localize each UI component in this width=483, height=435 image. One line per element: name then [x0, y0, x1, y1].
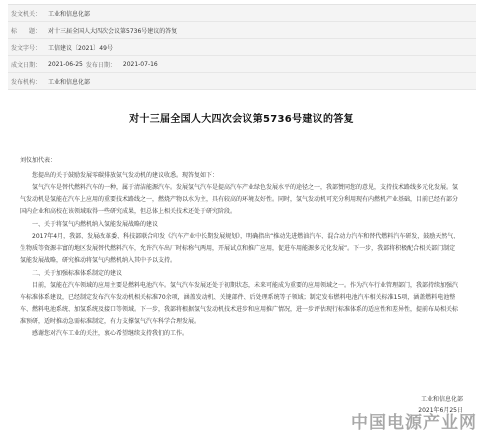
meta-row-publisher — [8, 73, 476, 90]
paragraph-section-1: 2017年4月，我部、发展改革委、科技部联合印发《汽车产业中长期发展规划》，明确指出“推动先进燃油汽车、混合动力汽车和替代燃料汽车研发，鼓励天然气、生物质等资源丰富的地区发展替代燃料汽车，允许汽车出厂时标称气两用，开展试点和推广应用，促进车用能源多元化发展”。下一步，我部将积极配合相关部门制定氢能发展战略，研究推动将氢气内燃机纳入其中予以支持。 — [20, 233, 460, 264]
published-date-label: 发布日期： — [85, 61, 116, 69]
written-date-label: 成文日期： — [11, 61, 42, 69]
paragraph-closing: 感谢您对汽车工业的关注，衷心希望继续支持我们的工作。 — [32, 330, 189, 337]
written-date-value: 2021-06-25 — [48, 60, 83, 68]
publisher-label: 发布机构： — [11, 78, 42, 86]
document-body — [20, 155, 460, 340]
salutation: 刘仪加代表： — [20, 157, 57, 164]
signature-org: 工业和信息化部 — [420, 396, 463, 403]
meta-row-dates — [8, 56, 476, 73]
published-date-value: 2021-07-16 — [122, 60, 158, 68]
publisher-value: 工业和信息化部 — [48, 78, 91, 86]
doc-no-label: 发文字号： — [11, 44, 42, 52]
meta-row-doc-no — [8, 39, 476, 56]
document-metadata-table — [8, 4, 476, 90]
paragraph-section-2: 目前，氢能在汽车领域的应用主要是燃料电池汽车。氢气汽车发展还处于初期状态，未来可能成为重要的应用领域之一。作为汽车行业管理部门，我部持续加强汽车标准体系建设，已经制定发布汽车发动机相关标准70余项，涵盖发动机、关键部件、后处理系统等子领域；制定发布燃料电池汽车相关标准15项，涵盖燃料电池整车、燃料电池系统、加氢系统及接口等领域。下一步，我部将根据氢气发动机技术进步和应用推广情况，进一步评估现行标准体系的适应性和差异性，提前布局相关标准预研，适时推动急需标准制定，有力支撑氢气汽车科学合理发展。 — [20, 282, 459, 325]
title-value: 对十三届全国人大四次会议第5736号建议的答复 — [48, 27, 178, 35]
document-title: 对十三届全国人大四次会议第5736号建议的答复 — [129, 114, 354, 125]
doc-no-value: 工信建议〔2021〕49号 — [48, 44, 113, 52]
meta-row-title — [8, 22, 476, 39]
signature-date: 2021年6月25日 — [418, 407, 463, 414]
section-heading-2: 二、关于加强标准体系制定的建议 — [32, 270, 123, 277]
issuer-value: 工业和信息化部 — [48, 10, 91, 18]
site-watermark: 中国电源产业网 — [351, 413, 477, 433]
meta-row-issuer — [8, 5, 476, 22]
paragraph-background: 氢气汽车是替代燃料汽车的一种，属于清洁能源汽车。发展氢气汽车是提高汽车产业绿色发展水平的途径之一，我部赞同您的意见，支持技术路线多元化发展。氢气发动机是氢能在汽车上应用的重要技术路线之一，燃烧产物以水为主，具有较高的环境友好性。同时，氢气发动机可充分利用现有内燃机产业基础，目前已经有部分国内企业和高校在该领域取得一些研究成果，但总体上相关技术还处于研究阶段。 — [20, 184, 459, 215]
title-label: 标 题： — [11, 27, 42, 35]
issuer-label: 发文机关： — [11, 10, 42, 18]
paragraph-intro: 您提出的关于鼓励发展零碳排放氨气发动机的建议收悉。现答复如下： — [32, 172, 219, 179]
section-heading-1: 一、关于将氢气内燃机纳入氢能发展战略的建议 — [32, 221, 159, 228]
